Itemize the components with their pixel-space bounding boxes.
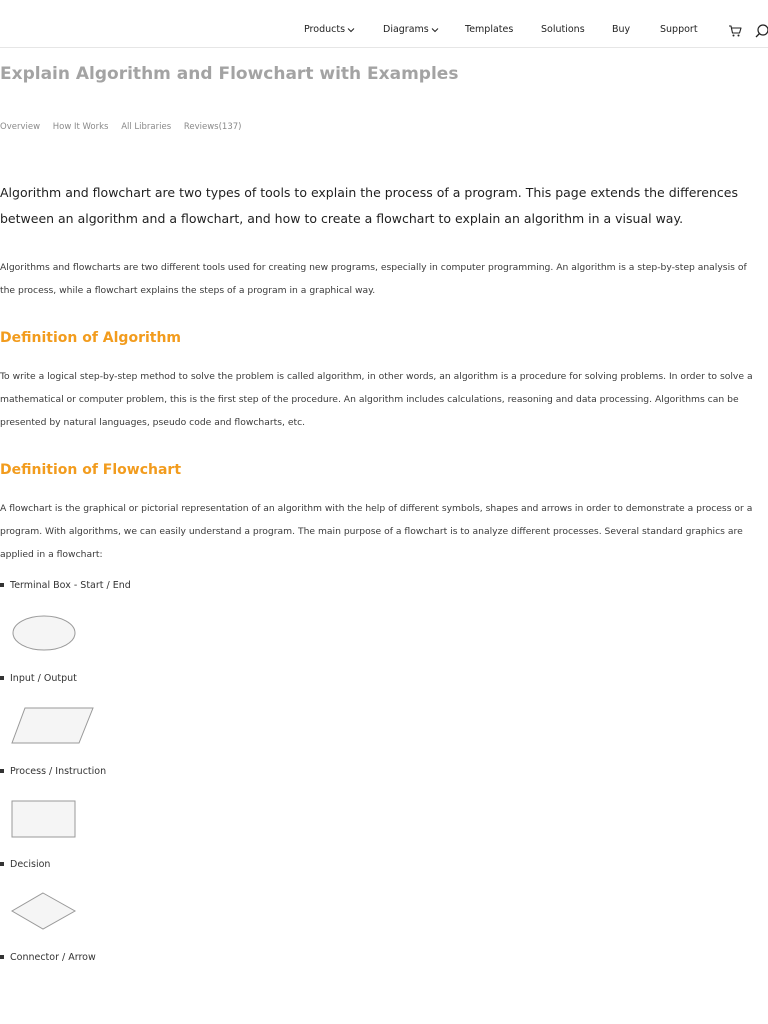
top-navigation	[0, 0, 768, 48]
terminal-ellipse-shape	[10, 614, 78, 652]
nav-item-support[interactable]: Support	[660, 24, 698, 35]
nav-item-templates[interactable]: Templates	[465, 24, 514, 35]
chevron-down-icon	[431, 26, 439, 34]
symbol-label-process: Process / Instruction	[10, 766, 107, 777]
list-item-decision	[0, 859, 50, 870]
nav-item-diagrams[interactable]	[383, 24, 439, 35]
bullet-icon	[0, 955, 4, 959]
page-title: Explain Algorithm and Flowchart with Examples	[0, 64, 459, 84]
cart-icon[interactable]	[728, 24, 742, 38]
overview-paragraph: Algorithms and flowcharts are two different tools used for creating new programs, especially in computer programming. An algorithm is a step-by-step analysis of the process, while a flowchart explains the steps of a program in a graphical way.	[0, 262, 747, 296]
nav-item-solutions[interactable]: Solutions	[541, 24, 585, 35]
symbol-label-decision: Decision	[10, 859, 51, 870]
nav-label-products: Products	[304, 24, 346, 35]
tab-reviews[interactable]: Reviews(137)	[183, 122, 242, 132]
sub-tabs	[0, 122, 251, 132]
decision-diamond-shape	[10, 891, 80, 931]
tab-overview[interactable]: Overview	[0, 122, 41, 132]
chevron-down-icon	[347, 26, 355, 34]
tab-how-it-works[interactable]: How It Works	[52, 122, 109, 132]
list-item-connector	[0, 952, 96, 963]
process-rectangle-shape	[10, 799, 78, 839]
intro-paragraph: Algorithm and flowchart are two types of tools to explain the process of a program. This page extends the differences between an algorithm and a flowchart, and how to create a flowchart to explain an algorithm in a visual way.	[0, 185, 738, 226]
nav-item-products[interactable]	[304, 24, 355, 35]
list-item-process	[0, 766, 106, 777]
list-item-input-output	[0, 673, 77, 684]
tab-all-libraries[interactable]: All Libraries	[121, 122, 172, 132]
section-heading-algorithm: Definition of Algorithm	[0, 330, 182, 346]
bullet-icon	[0, 769, 4, 773]
bullet-icon	[0, 676, 4, 680]
symbol-label-connector: Connector / Arrow	[10, 952, 96, 963]
symbol-label-terminal: Terminal Box - Start / End	[10, 580, 131, 591]
section-heading-flowchart: Definition of Flowchart	[0, 462, 182, 478]
input-output-parallelogram-shape	[10, 706, 96, 746]
algorithm-paragraph: To write a logical step-by-step method to solve the problem is called algorithm, in other words, an algorithm is a procedure for solving problems. In order to solve a mathematical or computer problem, this is the first step of the procedure. An algorithm includes calculations, reasoning and data processing. Algorithms can be presented by natural languages, pseudo code and flowcharts, etc.	[0, 371, 753, 428]
symbol-label-input-output: Input / Output	[10, 673, 77, 684]
nav-label-diagrams: Diagrams	[383, 24, 429, 35]
bullet-icon	[0, 583, 4, 587]
flowchart-paragraph: A flowchart is the graphical or pictorial representation of an algorithm with the help of different symbols, shapes and arrows in order to demonstrate a process or a program. With algorithms, we can easily understand a program. The main purpose of a flowchart is to analyze different processes. Several standard graphics are applied in a flowchart:	[0, 503, 753, 560]
nav-item-buy[interactable]: Buy	[612, 24, 631, 35]
list-item-terminal	[0, 580, 131, 591]
search-icon[interactable]	[755, 24, 768, 38]
bullet-icon	[0, 862, 4, 866]
